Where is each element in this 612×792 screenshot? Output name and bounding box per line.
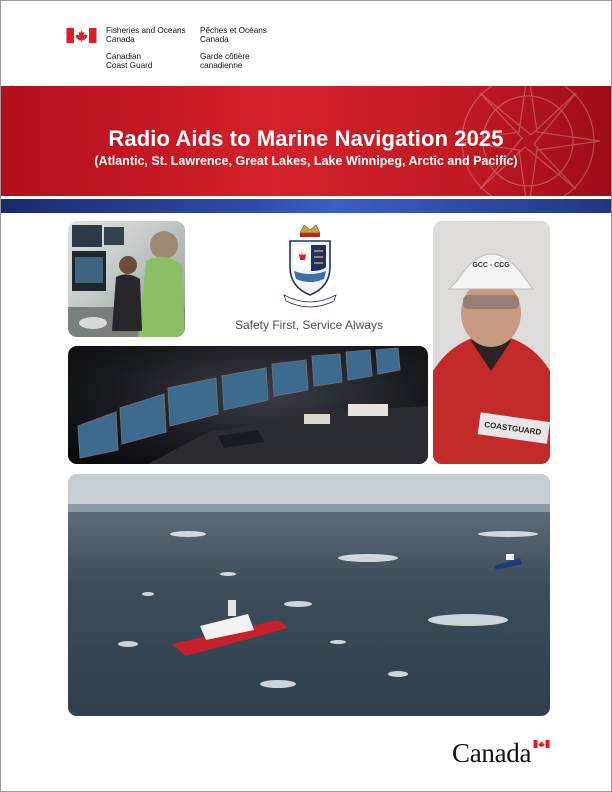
coast-guard-crest-icon xyxy=(278,221,342,311)
agency-line: Garde côtière xyxy=(200,52,250,61)
blue-stripe xyxy=(1,199,611,213)
department-line: Canada xyxy=(106,34,135,44)
department-name-en xyxy=(106,27,186,44)
document-subtitle: (Atlantic, St. Lawrence, Great Lakes, Lake Winnipeg, Arctic and Pacific) xyxy=(94,154,518,168)
wordmark-flag-icon xyxy=(533,740,550,748)
agency-line: Coast Guard xyxy=(106,60,153,70)
operators-illustration xyxy=(68,221,185,337)
title-banner xyxy=(1,86,611,196)
control-room-photo xyxy=(68,346,428,464)
operators-photo xyxy=(68,221,185,337)
agency-name-en xyxy=(106,53,152,70)
agency-line: canadienne xyxy=(200,60,243,70)
canada-wordmark xyxy=(452,738,552,768)
jacket-label: COASTGUARD xyxy=(483,420,542,437)
coast-guard-worker-photo xyxy=(433,221,550,464)
icebreaker-arctic-photo xyxy=(68,474,550,716)
arctic-illustration xyxy=(68,474,550,716)
canada-wordmark-text: Canada xyxy=(452,738,532,768)
agency-line: Canadian xyxy=(106,52,142,61)
canada-flag-icon xyxy=(66,28,97,43)
federal-identity xyxy=(66,25,326,75)
department-line: Fisheries and Oceans xyxy=(106,26,186,35)
department-name-fr xyxy=(200,27,267,44)
department-line: Canada xyxy=(200,34,229,44)
helmet-label: GCC - CCG xyxy=(472,262,510,269)
document-title: Radio Aids to Marine Navigation 2025 xyxy=(108,126,504,151)
agency-name-fr xyxy=(200,53,250,70)
department-line: Pêches et Océans xyxy=(200,26,267,35)
worker-illustration xyxy=(433,221,550,464)
control-room-illustration xyxy=(68,346,428,464)
tagline: Safety First, Service Always xyxy=(234,318,384,332)
